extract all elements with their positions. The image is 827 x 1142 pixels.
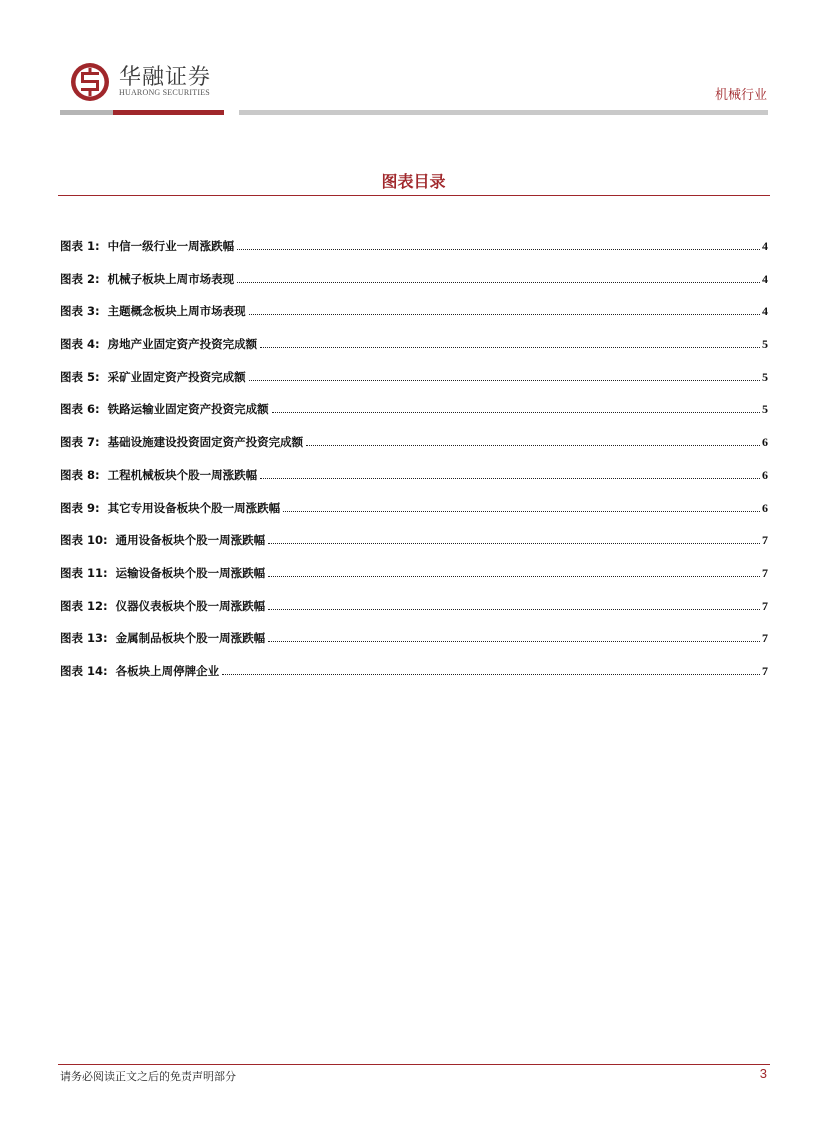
toc-entry-title: 工程机械板块个股一周涨跌幅 [107, 467, 258, 482]
page-header [0, 0, 827, 120]
toc-leader-dots [268, 640, 760, 642]
toc-entry-label: 图表 3: [60, 304, 100, 319]
toc-entry-label: 图表 2: [60, 271, 100, 286]
header-bar-accent [113, 110, 224, 115]
toc-entry-page: 5 [762, 337, 768, 352]
toc-entry[interactable] [60, 532, 768, 565]
toc-entry[interactable] [60, 271, 768, 304]
toc-entry-title: 中信一级行业一周涨跌幅 [107, 239, 235, 253]
toc-entry-label: 图表 14: [60, 663, 108, 678]
toc-entry[interactable] [60, 369, 768, 402]
toc-entry-title: 各板块上周停牌企业 [115, 663, 220, 678]
toc-title: 图表目录 [381, 172, 446, 191]
toc-entry-label: 图表 5: [60, 369, 100, 384]
toc-entry-title: 采矿业固定资产投资完成额 [107, 369, 246, 384]
toc-entry[interactable] [60, 500, 768, 533]
toc-leader-dots [268, 542, 760, 544]
toc-entry[interactable] [60, 238, 768, 271]
toc-entry-label: 图表 6: [60, 402, 100, 417]
header-bar-left [60, 110, 113, 115]
toc-leader-dots [237, 248, 760, 250]
toc-leader-dots [249, 313, 760, 315]
toc-entry-title: 主题概念板块上周市场表现 [107, 304, 246, 319]
toc-entry-page: 6 [762, 467, 768, 482]
toc-entry[interactable] [60, 303, 768, 336]
toc-entry-label: 图表 11: [60, 565, 108, 580]
toc-leader-dots [283, 510, 760, 512]
toc-entry-title: 仪器仪表板块个股一周涨跌幅 [115, 598, 266, 613]
toc-entry-page: 7 [762, 565, 768, 580]
company-name-cn: 华融证券 [119, 65, 212, 90]
toc-leader-dots [249, 379, 760, 381]
company-name-en: HUARONG SECURITIES [119, 88, 210, 97]
toc-entry-title: 通用设备板块个股一周涨跌幅 [115, 533, 266, 548]
toc-leader-dots [272, 411, 760, 413]
toc-entry[interactable] [60, 467, 768, 500]
toc-entry-page: 7 [762, 663, 768, 678]
toc-entry-page: 4 [762, 239, 768, 253]
toc-entry-label: 图表 9: [60, 500, 100, 515]
toc-divider [58, 195, 770, 196]
page-number: 3 [759, 1066, 767, 1081]
toc-entry-page: 6 [762, 435, 768, 450]
toc-entry[interactable] [60, 336, 768, 369]
footer-disclaimer: 请务必阅读正文之后的免责声明部分 [60, 1070, 236, 1083]
toc-entry-title: 机械子板块上周市场表现 [107, 271, 235, 286]
toc-entry-page: 5 [762, 402, 768, 417]
toc-entry-title: 房地产业固定资产投资完成额 [107, 337, 258, 352]
toc-entry-title: 铁路运输业固定资产投资完成额 [107, 402, 269, 417]
toc-leader-dots [306, 444, 760, 446]
toc-leader-dots [237, 281, 760, 283]
industry-label: 机械行业 [714, 88, 767, 103]
toc-entry-label: 图表 12: [60, 598, 108, 613]
huarong-logo-icon [70, 62, 110, 102]
toc-entry-title: 基础设施建设投资固定资产投资完成额 [107, 435, 304, 450]
toc-entry-page: 5 [762, 369, 768, 384]
toc-leader-dots [222, 673, 760, 675]
toc-entry-page: 7 [762, 533, 768, 548]
toc-entry-label: 图表 13: [60, 631, 108, 646]
toc-entry[interactable] [60, 401, 768, 434]
toc-entry[interactable] [60, 663, 768, 696]
toc-entry-title: 运输设备板块个股一周涨跌幅 [115, 565, 266, 580]
toc-entry-page: 4 [762, 304, 768, 319]
toc-entry-label: 图表 8: [60, 467, 100, 482]
toc-entry[interactable] [60, 434, 768, 467]
toc-leader-dots [260, 477, 760, 479]
toc-entry-title: 金属制品板块个股一周涨跌幅 [115, 631, 266, 646]
toc-leader-dots [268, 608, 760, 610]
footer-divider [58, 1064, 770, 1065]
toc-entry-page: 7 [762, 631, 768, 646]
toc-leader-dots [260, 346, 760, 348]
toc-entry[interactable] [60, 565, 768, 598]
toc-entry-label: 图表 10: [60, 533, 108, 548]
toc-entry[interactable] [60, 630, 768, 663]
toc-entry-label: 图表 4: [60, 337, 100, 352]
toc-entry-page: 7 [762, 598, 768, 613]
toc-entry-label: 图表 7: [60, 435, 100, 450]
toc-list [60, 238, 768, 696]
toc-entry-page: 4 [762, 271, 768, 286]
toc-entry-label: 图表 1: [60, 239, 100, 253]
toc-entry-page: 6 [762, 500, 768, 515]
header-bar-right [239, 110, 768, 115]
toc-entry[interactable] [60, 598, 768, 631]
toc-leader-dots [268, 575, 760, 577]
toc-entry-title: 其它专用设备板块个股一周涨跌幅 [107, 500, 281, 515]
